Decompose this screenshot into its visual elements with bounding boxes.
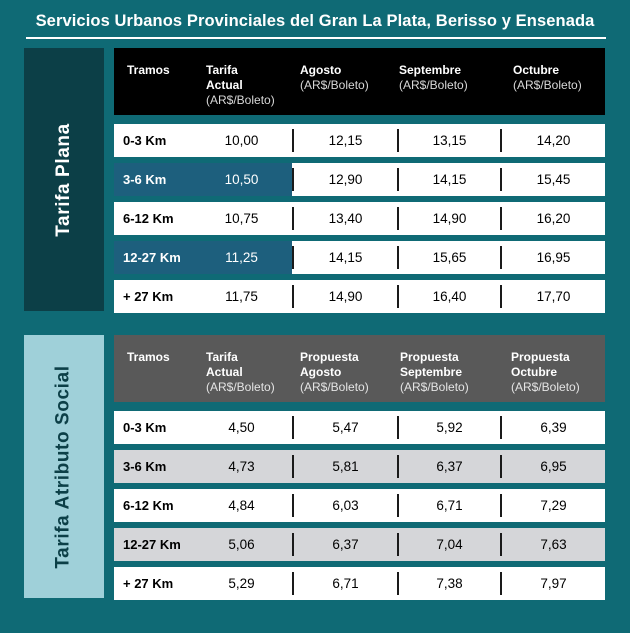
page-title: Servicios Urbanos Provinciales del Gran La Plata, Berisso y Ensenada [35,12,595,30]
cell-tramo: 0-3 Km [123,420,167,435]
cell-agosto: 6,03 [332,498,359,513]
header-text: Tramos [127,350,170,364]
cell-septiembre: 13,15 [432,133,467,148]
cell-actual: 4,73 [228,459,255,474]
cell-octubre: 7,29 [540,498,567,513]
cell-agosto: 14,90 [328,289,363,304]
cell-agosto: 6,71 [332,576,359,591]
cell-octubre: 14,20 [536,133,571,148]
header-text: Tarifa [206,350,238,364]
cell-agosto: 13,40 [328,211,363,226]
cell-octubre: 16,20 [536,211,571,226]
cell-agosto: 12,90 [328,172,363,187]
header-text: Actual [206,78,243,92]
header-septiembre [400,350,469,395]
side-label-tarifa-social [24,335,104,598]
cell-agosto: 5,47 [332,420,359,435]
table-row [114,450,605,483]
cell-septiembre: 5,92 [436,420,463,435]
table-row [114,411,605,444]
cell-actual: 10,00 [224,133,259,148]
cell-septiembre: 6,37 [436,459,463,474]
title-underline [26,37,606,39]
header-text: Tarifa [206,63,238,77]
cell-actual: 4,50 [228,420,255,435]
cell-septiembre: 7,38 [436,576,463,591]
cell-actual: 11,75 [225,289,258,304]
header-tramos [127,63,170,78]
cell-agosto: 6,37 [332,537,359,552]
cell-actual: 5,06 [228,537,255,552]
header-text: Agosto [300,365,342,379]
cell-tramo: + 27 Km [123,289,174,304]
table-header-tarifa-social [114,335,605,402]
side-label-tarifa-plana [24,48,104,311]
header-text: Octubre [511,365,558,379]
table-row [114,241,605,274]
header-agosto [300,63,369,93]
cell-actual: 11,25 [191,241,292,274]
cell-septiembre: 14,90 [432,211,467,226]
cell-octubre: 6,39 [540,420,567,435]
header-text: Agosto [300,63,342,77]
side-label-text: Tarifa Atributo Social [53,364,74,569]
header-octubre [511,350,580,395]
cell-tramo: 0-3 Km [123,133,167,148]
cell-tramo: 6-12 Km [123,498,174,513]
cell-agosto: 5,81 [332,459,359,474]
table-row [114,202,605,235]
cell-agosto: 12,15 [328,133,363,148]
cell-actual: 10,75 [224,211,259,226]
cell-tramo: 12-27 Km [123,537,181,552]
cell-octubre: 6,95 [540,459,567,474]
cell-actual: 5,29 [228,576,255,591]
cell-octubre: 7,63 [540,537,567,552]
header-unit: (AR$/Boleto) [300,380,369,394]
cell-tramo: 12-27 Km [114,241,191,274]
cell-septiembre: 15,65 [432,250,467,265]
table-row [114,528,605,561]
cell-septiembre: 14,15 [432,172,467,187]
header-unit: (AR$/Boleto) [511,380,580,394]
table-header-tarifa-plana [114,48,605,115]
cell-octubre: 17,70 [536,289,571,304]
header-actual [206,350,275,395]
table-row [114,489,605,522]
header-text: Octubre [513,63,560,77]
header-text: Propuesta [300,350,359,364]
header-tramos [127,350,170,365]
header-octubre [513,63,582,93]
cell-septiembre: 7,04 [436,537,463,552]
header-text: Propuesta [511,350,570,364]
header-unit: (AR$/Boleto) [399,78,468,92]
table-row [114,567,605,600]
header-unit: (AR$/Boleto) [513,78,582,92]
header-actual [206,63,275,108]
header-agosto [300,350,369,395]
header-unit: (AR$/Boleto) [300,78,369,92]
table-row [114,163,605,196]
header-unit: (AR$/Boleto) [206,380,275,394]
cell-octubre: 16,95 [536,250,571,265]
header-septiembre [399,63,468,93]
header-unit: (AR$/Boleto) [206,93,275,107]
cell-octubre: 7,97 [540,576,567,591]
header-text: Septembre [399,63,462,77]
cell-tramo: 3-6 Km [114,163,191,196]
cell-actual: 10,50 [191,163,292,196]
cell-tramo: 6-12 Km [123,211,174,226]
side-label-text: Tarifa Plana [53,122,74,237]
table-row [114,124,605,157]
cell-tramo: 3-6 Km [123,459,167,474]
cell-septiembre: 16,40 [432,289,467,304]
table-row [114,280,605,313]
header-text: Propuesta [400,350,459,364]
cell-octubre: 15,45 [536,172,571,187]
cell-tramo: + 27 Km [123,576,174,591]
header-text: Tramos [127,63,170,77]
header-unit: (AR$/Boleto) [400,380,469,394]
cell-actual: 4,84 [228,498,255,513]
cell-septiembre: 6,71 [436,498,463,513]
cell-agosto: 14,15 [328,250,363,265]
header-text: Actual [206,365,243,379]
header-text: Septembre [400,365,463,379]
